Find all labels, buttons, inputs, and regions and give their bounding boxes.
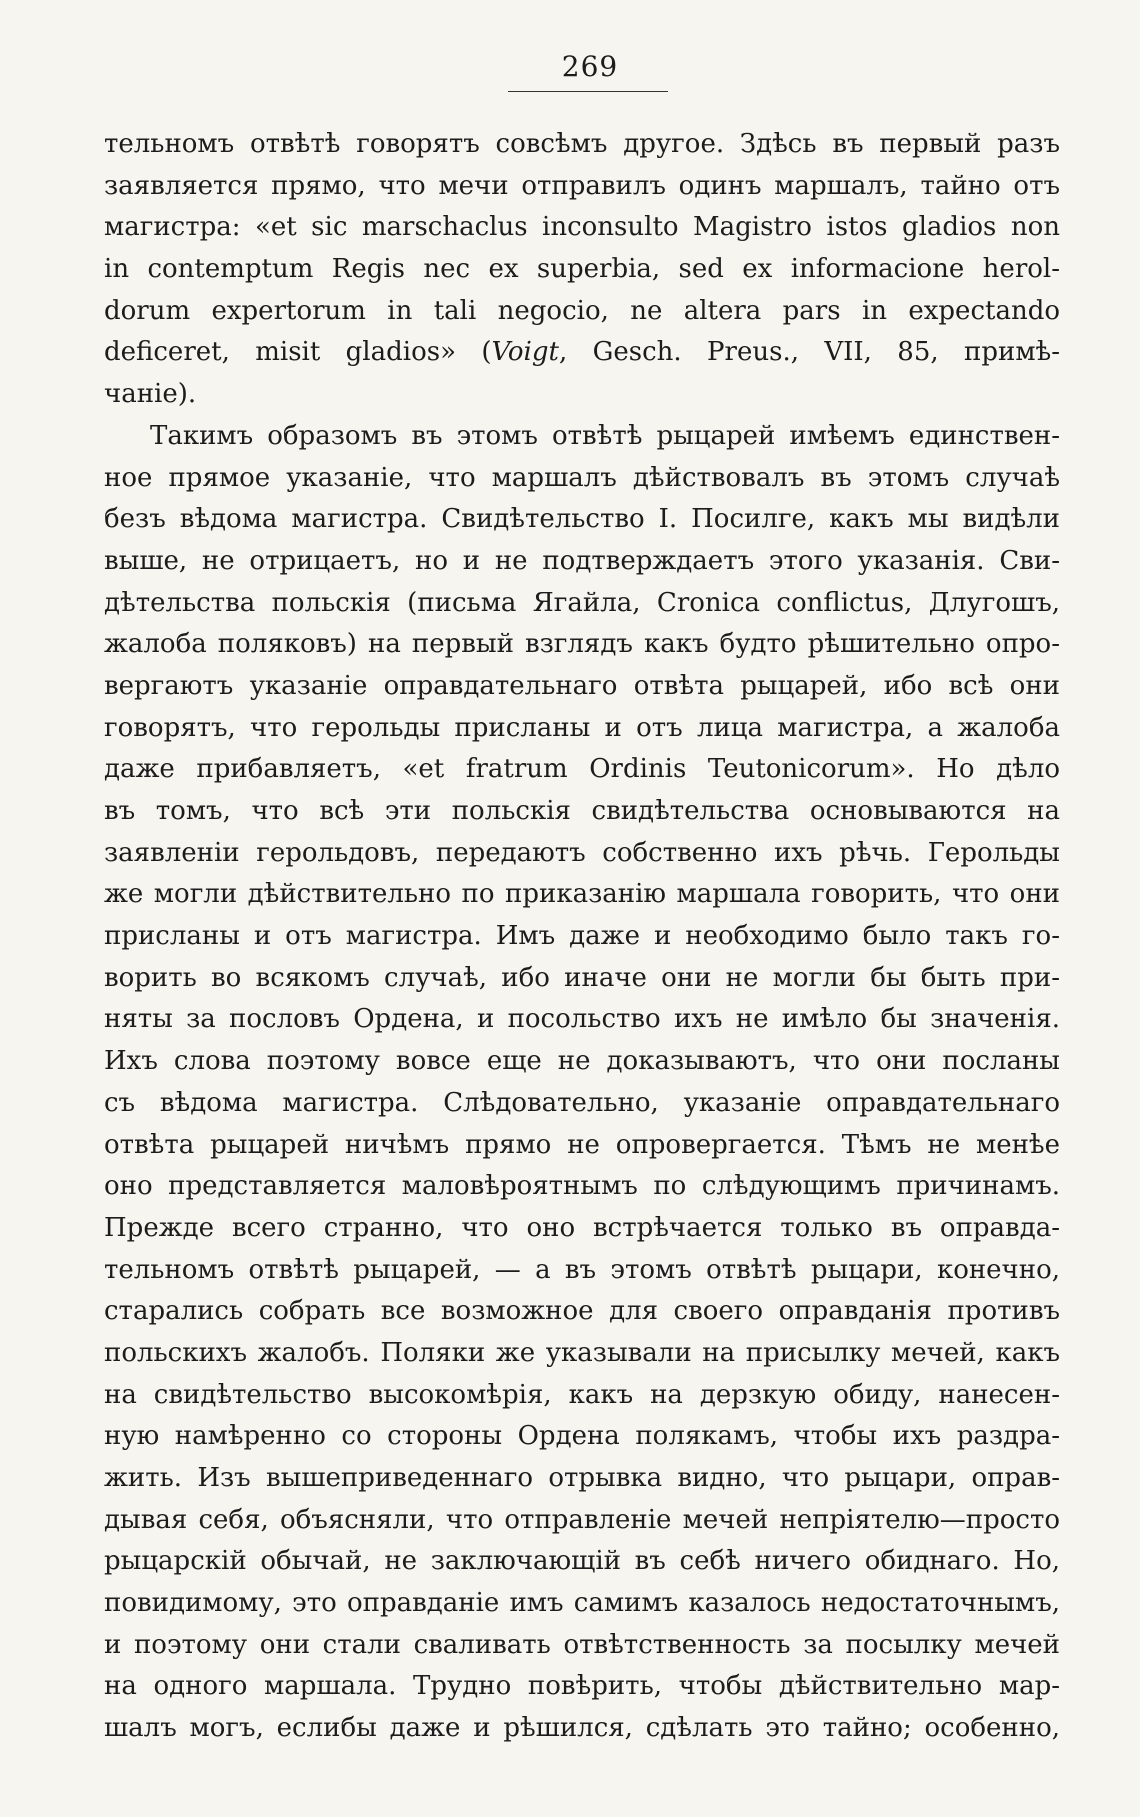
text-line: чаніе).: [104, 379, 197, 410]
text-line: дѣтельства польскія (письма Ягайла, Cronica conflictus, Длугошъ,: [104, 587, 1060, 618]
paragraph-1: [104, 124, 1060, 416]
author-name: Voigt: [491, 337, 559, 368]
text-line: ворить во всякомъ случаѣ, ибо иначе они не могли бы быть при-: [104, 962, 1060, 993]
text-line: dorum expertorum in tali negocio, ne altera pars in expectando: [104, 295, 1060, 326]
text-line: жить. Изъ вышеприведеннаго отрывка видно, что рыцари, оправ-: [104, 1463, 1060, 1493]
text-line: на свидѣтельство высокомѣрія, какъ на дерзкую обиду, нанесен-: [104, 1379, 1060, 1410]
text-line: ное прямое указаніе, что маршалъ дѣйствовалъ въ этомъ случаѣ: [104, 462, 1060, 493]
paragraph-2: [104, 416, 1060, 1750]
text-line: ную намѣренно со стороны Ордена полякамъ, чтобы ихъ раздра-: [104, 1421, 1060, 1452]
text-line: заявленіи герольдовъ, передаютъ собственно ихъ рѣчь. Герольды: [104, 837, 1060, 868]
text-line: deficeret, misit gladios» (Voigt, Gesch. Preus., VII, 85, примѣ-: [104, 337, 1060, 368]
text-line: польскихъ жалобъ. Поляки же указывали на присылку мечей, какъ: [104, 1337, 1060, 1368]
text-line: говорятъ, что герольды присланы и отъ лица магистра, а жалоба: [104, 712, 1060, 743]
text-line: дывая себя, объясняли, что отправленіе мечей непріятелю—просто: [104, 1504, 1060, 1535]
text-line: магистра: «et sic marschaclus inconsulto Magistro istos gladios non: [104, 212, 1060, 243]
text-line: оно представляется маловѣроятнымъ по слѣдующимъ причинамъ.: [104, 1171, 1060, 1202]
text-line: безъ вѣдома магистра. Свидѣтельство І. Посилге, какъ мы видѣли: [104, 504, 1060, 535]
text-line: повидимому, это оправданіе имъ самимъ казалось недостаточнымъ,: [104, 1588, 1060, 1619]
text-line: тельномъ отвѣтѣ рыцарей, — а въ этомъ отвѣтѣ рыцари, конечно,: [104, 1254, 1060, 1285]
text-line: отвѣта рыцарей ничѣмъ прямо не опровергается. Тѣмъ не менѣе: [104, 1129, 1060, 1160]
text-line: же могли дѣйствительно по приказанію маршала говорить, что они: [104, 879, 1060, 910]
text-line: Прежде всего странно, что оно встрѣчается только въ оправда-: [104, 1212, 1060, 1243]
text-line: даже прибавляетъ, «et fratrum Ordinis Teutonicorum». Но дѣло: [104, 754, 1060, 785]
text-line: тельномъ отвѣтѣ говорятъ совсѣмъ другое. Здѣсь въ первый разъ: [104, 129, 1060, 159]
text-line: вергаютъ указаніе оправдательнаго отвѣта рыцарей, ибо всѣ они: [104, 670, 1060, 701]
body-text: [104, 124, 1060, 1750]
page-number: 269: [561, 50, 619, 83]
text-line: заявляется прямо, что мечи отправилъ одинъ маршалъ, тайно отъ: [104, 170, 1060, 201]
text-line: на одного маршала. Трудно повѣрить, чтобы дѣйствительно мар-: [104, 1671, 1060, 1702]
text-line: рыцарскій обычай, не заключающій въ себѣ ничего обиднаго. Но,: [104, 1546, 1060, 1577]
text-line: Такимъ образомъ въ этомъ отвѣтѣ рыцарей имѣемъ единствен-: [150, 420, 1060, 451]
text-line: въ томъ, что всѣ эти польскія свидѣтельства основываются на: [104, 796, 1060, 826]
header-rule: [508, 91, 668, 92]
text-line: выше, не отрицаетъ, но и не подтверждаетъ этого указанія. Сви-: [104, 545, 1060, 576]
text-line: присланы и отъ магистра. Имъ даже и необходимо было такъ го-: [104, 921, 1060, 952]
text-line: съ вѣдома магистра. Слѣдовательно, указаніе оправдательнаго: [104, 1087, 1060, 1118]
text-line: in contemptum Regis nec ex superbia, sed ex informacione herol-: [104, 254, 1060, 285]
text-line: и поэтому они стали сваливать отвѣтственность за посылку мечей: [104, 1629, 1060, 1660]
text-line: няты за пословъ Ордена, и посольство ихъ не имѣло бы значенія.: [104, 1004, 1060, 1035]
text-line: жалоба поляковъ) на первый взглядъ какъ будто рѣшительно опро-: [104, 629, 1060, 660]
text-line: Ихъ слова поэтому вовсе еще не доказываютъ, что они посланы: [104, 1046, 1060, 1077]
text-line: старались собрать все возможное для своего оправданія противъ: [104, 1296, 1060, 1327]
text-line: шалъ могъ, еслибы даже и рѣшился, сдѣлать это тайно; особенно,: [104, 1713, 1060, 1744]
